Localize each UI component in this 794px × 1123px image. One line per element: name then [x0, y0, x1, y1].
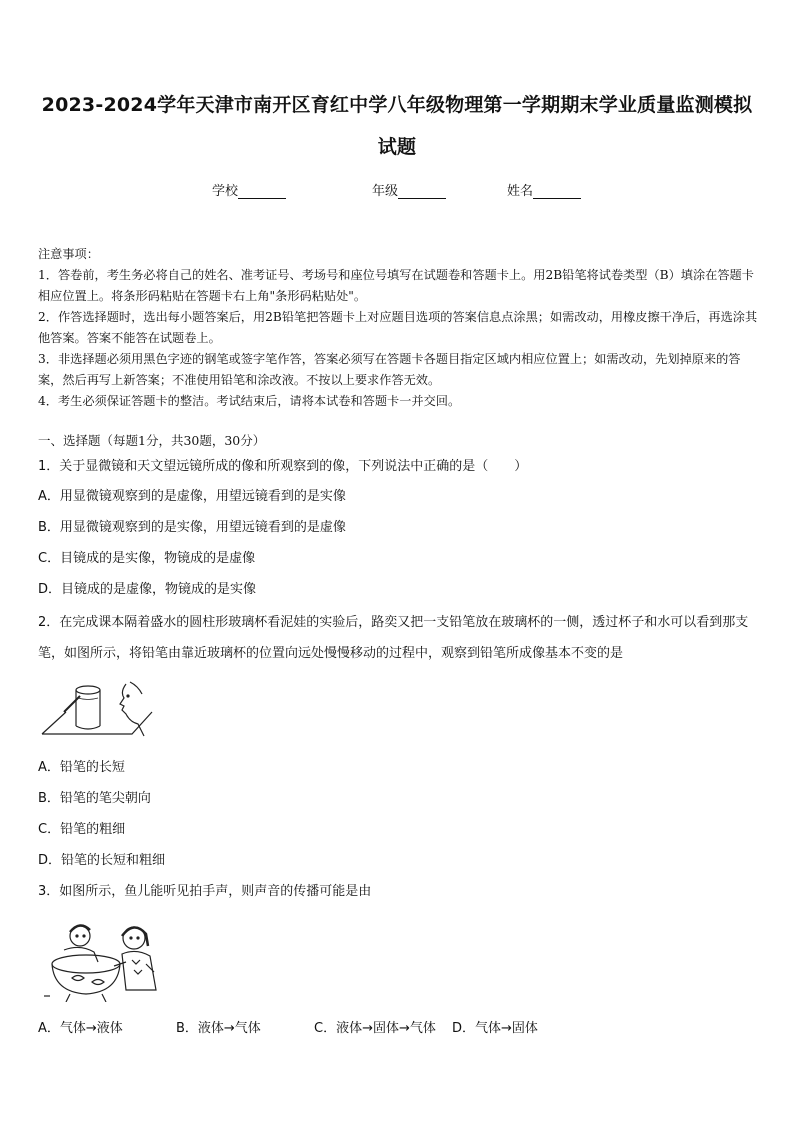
school-label: 学校 — [212, 184, 239, 199]
note-item: 4．考生必须保证答题卡的整洁。考试结束后，请将本试卷和答题卡一并交回。 — [38, 394, 461, 408]
question-1-option-a[interactable]: A．用显微镜观察到的是虚像，用望远镜看到的是实像 — [38, 489, 346, 504]
question-3-option-c[interactable]: C．液体→固体→气体 — [314, 1021, 436, 1036]
grade-field[interactable] — [372, 180, 446, 199]
glass-pencil-figure — [40, 676, 160, 746]
question-2-option-c[interactable]: C．铅笔的粗细 — [38, 822, 126, 837]
question-1-option-b[interactable]: B．用显微镜观察到的是实像，用望远镜看到的是虚像 — [38, 520, 346, 535]
notes-heading: 注意事项： — [38, 247, 99, 261]
question-1-option-d[interactable]: D．目镜成的是虚像，物镜成的是实像 — [38, 582, 257, 597]
question-2-option-d[interactable]: D．铅笔的长短和粗细 — [38, 853, 166, 868]
school-field[interactable] — [212, 180, 286, 199]
question-2-option-a[interactable]: A．铅笔的长短 — [38, 760, 125, 775]
question-3-option-a[interactable]: A．气体→液体 — [38, 1021, 123, 1036]
question-2-option-b[interactable]: B．铅笔的笔尖朝向 — [38, 791, 151, 806]
student-info-line — [0, 180, 794, 202]
question-1-stem: 1．关于显微镜和天文望远镜所成的像和所观察到的像，下列说法中正确的是（ ） — [38, 459, 528, 474]
school-blank[interactable] — [238, 184, 286, 199]
question-3-stem: 3．如图所示，鱼儿能听见拍手声，则声音的传播可能是由 — [38, 884, 372, 899]
note-item: 2．作答选择题时，选出每小题答案后，用2B铅笔把答题卡上对应题目选项的答案信息点涂黑；如需改动，用橡皮擦干净后，再选涂其他答案。答案不能答在试题卷上。 — [38, 310, 758, 345]
grade-label: 年级 — [372, 184, 399, 199]
question-2-stem: 2．在完成课本隔着盛水的圆柱形玻璃杯看泥娃的实验后，路奕又把一支铅笔放在玻璃杯的一侧，透过杯子和水可以看到那支笔，如图所示，将铅笔由靠近玻璃杯的位置向远处慢慢移动的过程中，观察到铅笔所成像基本不变的是 — [38, 615, 749, 661]
question-1-option-c[interactable]: C．目镜成的是实像，物镜成的是虚像 — [38, 551, 256, 566]
name-field[interactable] — [507, 180, 581, 199]
notes-block — [38, 244, 760, 412]
grade-blank[interactable] — [398, 184, 446, 199]
exam-title: 2023-2024学年天津市南开区育红中学八年级物理第一学期期末学业质量监测模拟试题 — [41, 94, 753, 158]
question-3-option-b[interactable]: B．液体→气体 — [176, 1021, 261, 1036]
question-3-option-d[interactable]: D．气体→固体 — [452, 1021, 538, 1036]
section-heading: 一、选择题（每题1分，共30题，30分） — [38, 433, 266, 448]
name-blank[interactable] — [533, 184, 581, 199]
note-item: 3．非选择题必须用黑色字迹的钢笔或签字笔作答，答案必须写在答题卡各题目指定区域内相应位置上；如需改动，先划掉原来的答案，然后再写上新答案；不准使用铅笔和涂改液。不按以上要求作答无效。 — [38, 352, 741, 387]
question-3-options — [38, 1017, 758, 1039]
name-label: 姓名 — [507, 184, 534, 199]
fish-tank-children-figure — [42, 916, 172, 1002]
note-item: 1．答卷前，考生务必将自己的姓名、准考证号、考场号和座位号填写在试题卷和答题卡上。用2B铅笔将试卷类型（B）填涂在答题卡相应位置上。将条形码粘贴在答题卡右上角"条形码粘贴处"。 — [38, 268, 754, 303]
